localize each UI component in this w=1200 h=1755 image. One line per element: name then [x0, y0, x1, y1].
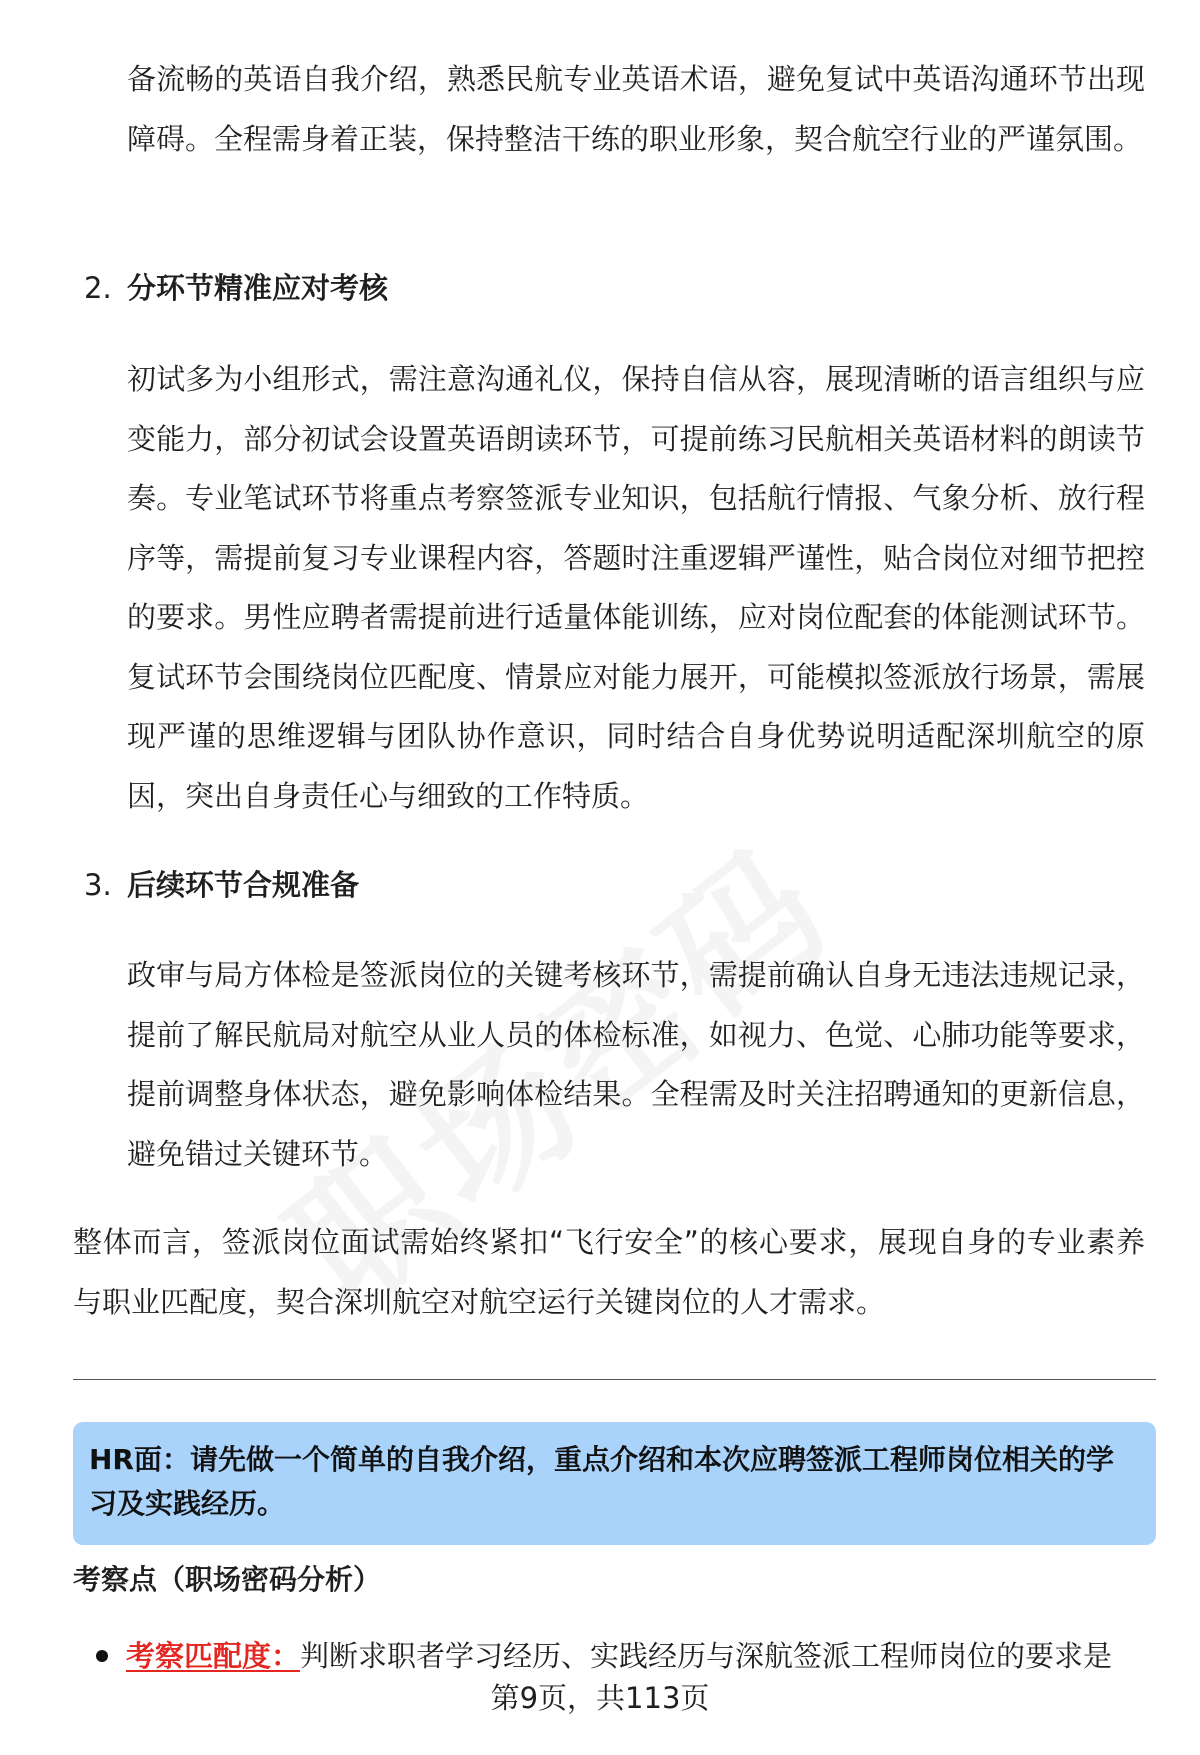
section-2-heading	[84, 268, 388, 308]
question-box	[73, 1422, 1156, 1545]
page-footer: 第9页，共113页	[490, 1681, 710, 1715]
bullet-item	[96, 1636, 1156, 1676]
analysis-heading: 考察点（职场密码分析）	[73, 1563, 382, 1596]
bullet-text: 判断求职者学习经历、实践经历与深航签派工程师岗位的要求是	[300, 1639, 1113, 1673]
section-2-title: 分环节精准应对考核	[127, 271, 389, 305]
section-2-number: 2.	[84, 271, 112, 305]
section-divider	[73, 1379, 1156, 1380]
section-3-heading	[84, 865, 359, 905]
bullet-dot-icon	[96, 1650, 108, 1662]
intro-paragraph: 备流畅的英语自我介绍，熟悉民航专业英语术语，避免复试中英语沟通环节出现障碍。全程需身着正装，保持整洁干练的职业形象，契合航空行业的严谨氛围。	[127, 62, 1145, 156]
section-3-body: 政审与局方体检是签派岗位的关键考核环节，需提前确认自身无违法违规记录，提前了解民航局对航空从业人员的体检标准，如视力、色觉、心肺功能等要求，提前调整身体状态，避免影响体检结果。全程需及时关注招聘通知的更新信息，避免错过关键环节。	[127, 958, 1145, 1171]
question-text: HR面：请先做一个简单的自我介绍，重点介绍和本次应聘签派工程师岗位相关的学习及实践经历。	[89, 1443, 1114, 1520]
section-3-title: 后续环节合规准备	[127, 868, 360, 902]
summary-paragraph: 整体而言，签派岗位面试需始终紧扣“飞行安全”的核心要求，展现自身的专业素养与职业匹配度，契合深圳航空对航空运行关键岗位的人才需求。	[73, 1225, 1145, 1319]
bullet-key-label: 考察匹配度：	[126, 1639, 301, 1673]
section-2-body: 初试多为小组形式，需注意沟通礼仪，保持自信从容，展现清晰的语言组织与应变能力，部分初试会设置英语朗读环节，可提前练习民航相关英语材料的朗读节奏。专业笔试环节将重点考察签派专业知识，包括航行情报、气象分析、放行程序等，需提前复习专业课程内容，答题时注重逻辑严谨性，贴合岗位对细节把控的要求。男性应聘者需提前进行适量体能训练，应对岗位配套的体能测试环节。复试环节会围绕岗位匹配度、情景应对能力展开，可能模拟签派放行场景，需展现严谨的思维逻辑与团队协作意识，同时结合自身优势说明适配深圳航空的原因，突出自身责任心与细致的工作特质。	[127, 362, 1145, 813]
section-3-number: 3.	[84, 868, 112, 902]
bullet-content	[126, 1636, 1112, 1676]
